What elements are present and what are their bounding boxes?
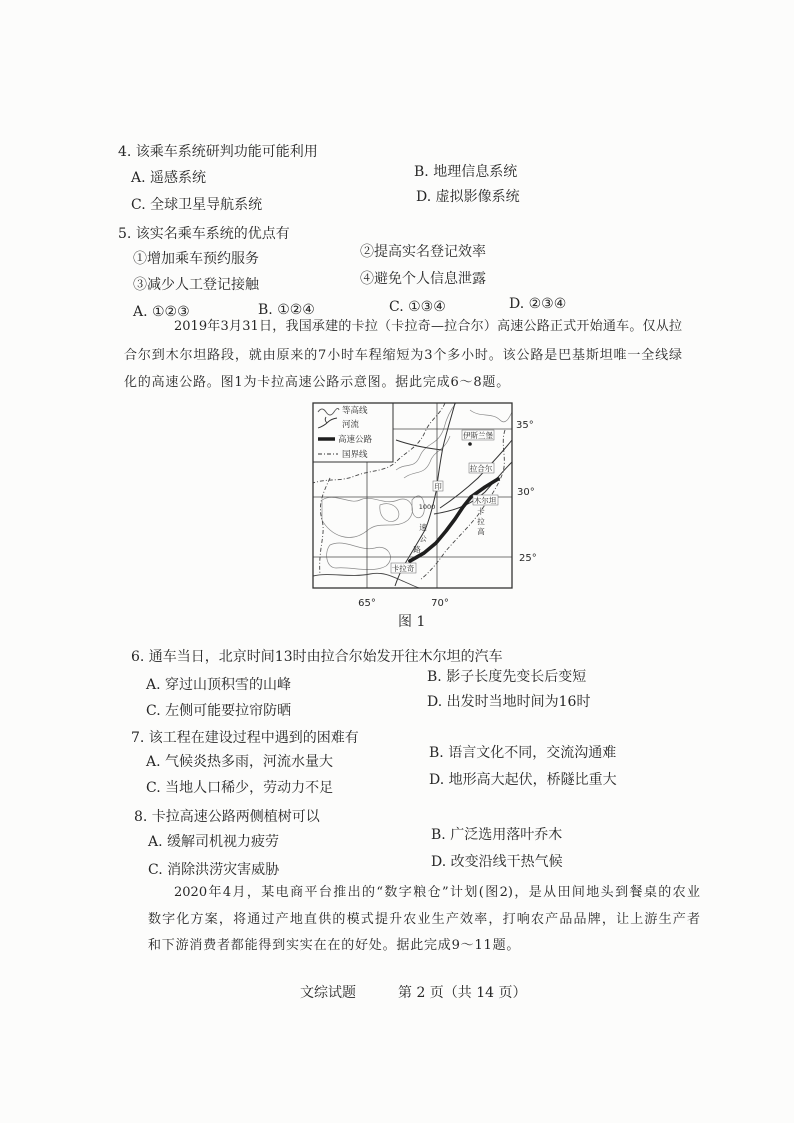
route-label-char: 高	[477, 527, 485, 536]
contour-line	[380, 504, 399, 522]
border-line	[320, 478, 330, 575]
city-label-islamabad: 伊斯兰堡	[463, 431, 493, 440]
question-4-option-d: D. 虚拟影像系统	[416, 189, 520, 205]
question-5-option-b: B. ①②④	[258, 302, 315, 318]
question-4-option-b: B. 地理信息系统	[414, 164, 518, 180]
latitude-label-25: 25°	[519, 553, 537, 564]
legend-highway-label: 高速公路	[338, 435, 373, 445]
footer-page-number: 第 2 页（共 14 页）	[398, 985, 527, 1001]
contour-line	[396, 403, 456, 470]
river-label: 印	[434, 482, 442, 491]
passage-2-line-1: 2020年4月，某电商平台推出的“数字粮仓”计划(图2)，是从田间地头到餐桌的农业	[174, 885, 700, 900]
route-label-char: 卡	[477, 507, 485, 516]
question-7-option-a: A. 气候炎热多雨，河流水量大	[146, 754, 334, 770]
city-dot-islamabad	[468, 442, 472, 446]
passage-1-line-2: 合尔到木尔坦路段，就由原来的7小时车程缩短为3个多小时。该公路是巴基斯坦唯一全线绿	[124, 348, 682, 363]
question-6-option-d: D. 出发时当地时间为16时	[427, 694, 591, 710]
latitude-label-30: 30°	[517, 487, 535, 498]
legend-river-label: 河流	[342, 420, 360, 430]
longitude-label-70: 70°	[431, 598, 449, 609]
question-8-stem: 8. 卡拉高速公路两侧植树可以	[134, 809, 320, 825]
question-5-option-c: C. ①③④	[389, 299, 446, 315]
question-6-option-a: A. 穿过山顶积雪的山峰	[146, 677, 292, 693]
highway-line	[410, 479, 498, 561]
question-8-option-a: A. 缓解司机视力疲劳	[148, 834, 280, 850]
coastline	[313, 573, 420, 588]
question-5-option-a: A. ①②③	[133, 304, 190, 320]
question-5-stem: 5. 该实名乘车系统的优点有	[118, 226, 290, 242]
question-4-option-c: C. 全球卫星导航系统	[131, 197, 263, 213]
question-5-statement-3: ③减少人工登记接触	[133, 277, 259, 293]
passage-2-line-3: 和下游消费者都能得到实实在在的好处。据此完成9～11题。	[148, 938, 521, 953]
city-label-karachi: 卡拉奇	[391, 564, 415, 573]
contour-line	[470, 410, 512, 422]
question-4-stem: 4. 该乘车系统研判功能可能利用	[118, 144, 318, 160]
city-label-multan: 木尔坦	[473, 496, 497, 505]
city-dot-karachi	[408, 559, 412, 563]
latitude-label-35: 35°	[516, 420, 534, 431]
question-6-option-c: C. 左侧可能要拉帘防晒	[146, 703, 292, 719]
question-6-option-b: B. 影子长度先变长后变短	[427, 669, 587, 685]
question-5-statement-2: ②提高实名登记效率	[360, 244, 486, 260]
question-8-option-b: B. 广泛选用落叶乔木	[431, 827, 563, 843]
question-6-stem: 6. 通车当日，北京时间13时由拉合尔始发开往木尔坦的汽车	[131, 649, 503, 665]
river-line	[395, 403, 455, 586]
question-7-stem: 7. 该工程在建设过程中遇到的困难有	[131, 730, 359, 746]
legend-border-label: 国界线	[342, 450, 368, 460]
question-5-option-d: D. ②③④	[509, 296, 567, 312]
question-5-statement-1: ①增加乘车预约服务	[133, 251, 259, 267]
city-label-lahore: 拉合尔	[469, 464, 493, 473]
question-7-option-c: C. 当地人口稀少，劳动力不足	[146, 780, 334, 796]
question-7-option-b: B. 语言文化不同，交流沟通难	[429, 745, 617, 761]
city-dot-lahore	[496, 477, 500, 481]
contour-value-label: 1000	[418, 503, 436, 511]
longitude-label-65: 65°	[358, 598, 376, 609]
figure-1-map	[300, 395, 540, 610]
question-8-option-d: D. 改变沿线干热气候	[431, 854, 563, 870]
question-5-statement-4: ④避免个人信息泄露	[360, 271, 486, 287]
contour-line	[327, 543, 391, 570]
route-label-char: 拉	[477, 517, 485, 526]
footer-subject: 文综试题	[300, 985, 356, 1001]
legend-contour-label: 等高线	[342, 406, 368, 416]
question-4-option-a: A. 遥感系统	[131, 170, 207, 186]
passage-1-line-1: 2019年3月31日，我国承建的卡拉（卡拉奇—拉合尔）高速公路正式开始通车。仅从拉	[174, 319, 682, 334]
passage-1-line-3: 化的高速公路。图1为卡拉高速公路示意图。据此完成6～8题。	[124, 375, 511, 390]
contour-line	[404, 436, 450, 478]
city-dot-multan	[469, 495, 473, 499]
question-7-option-d: D. 地形高大起伏，桥隧比重大	[429, 772, 617, 788]
route-label-char: 速	[419, 523, 427, 532]
passage-2-line-2: 数字化方案，将通过产地直供的模式提升农业生产效率，打响农产品品牌，让上游生产者	[148, 912, 700, 927]
route-label-char: 公	[419, 534, 427, 543]
figure-1-caption: 图 1	[398, 614, 426, 630]
route-label-char: 路	[413, 545, 421, 554]
question-8-option-c: C. 消除洪涝灾害威胁	[148, 862, 280, 878]
